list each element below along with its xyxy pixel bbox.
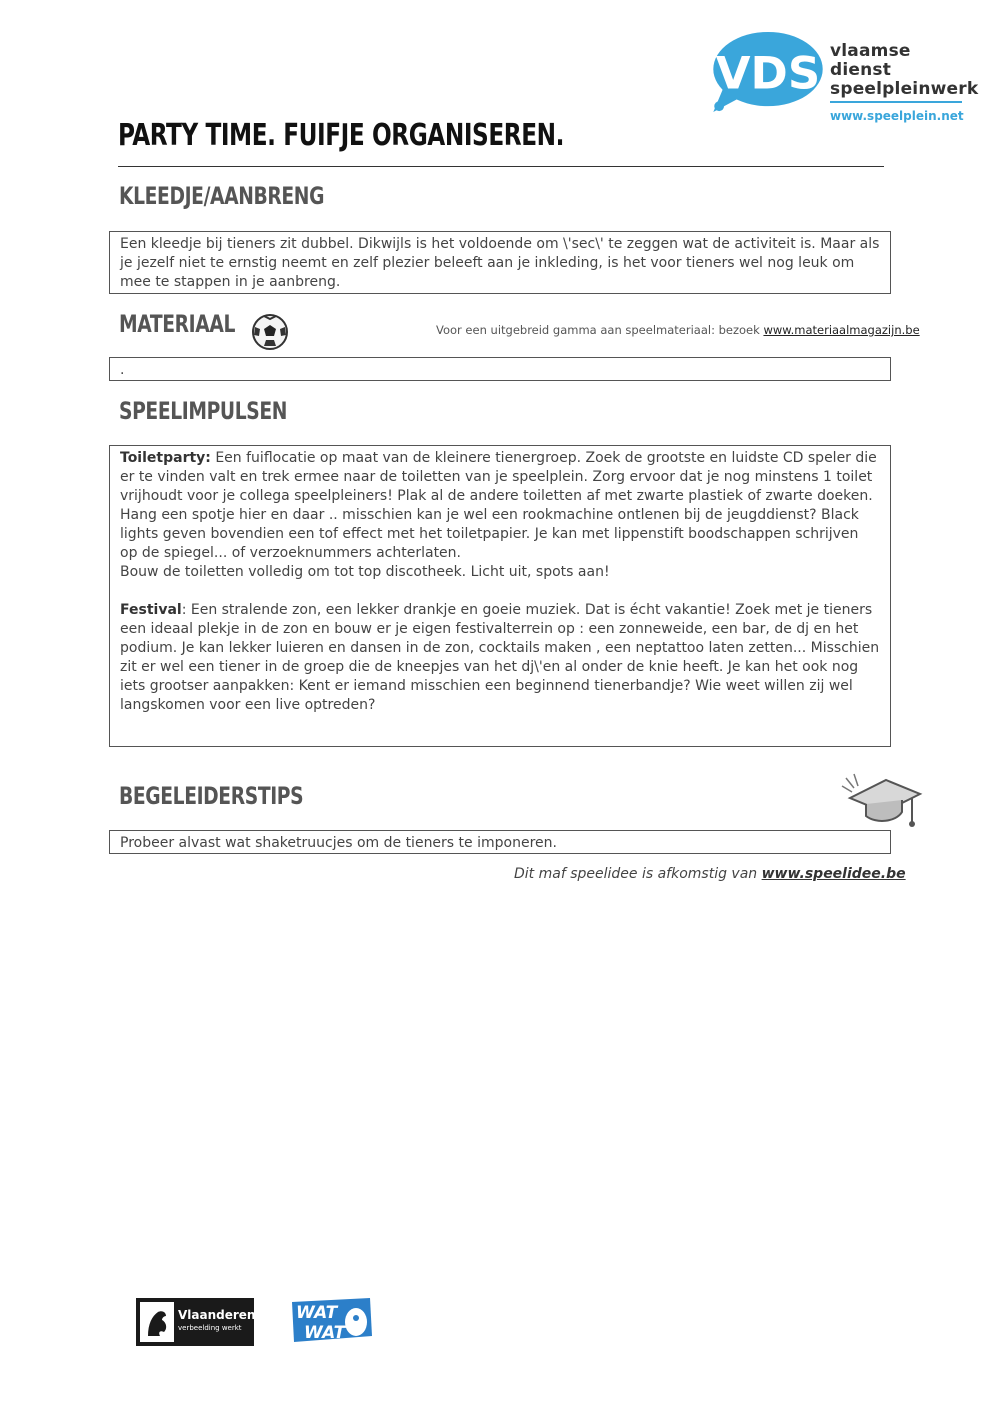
speech-bubble-logo-icon: [708, 30, 828, 114]
section-heading-begeleiderstips: BEGELEIDERSTIPS: [119, 782, 304, 810]
begeleiderstips-text: Probeer alvast wat shaketruucjes om de tieners te imponeren.: [120, 835, 557, 851]
toiletparty-paragraph: [120, 449, 880, 563]
vlaanderen-logo: [136, 1298, 254, 1346]
flemish-lion-icon: [140, 1302, 174, 1342]
credit-text: Dit maf speelidee is afkomstig van: [514, 866, 762, 882]
watwat-line2: WAT: [304, 1323, 346, 1343]
materiaal-text: .: [120, 362, 125, 378]
speelidee-link[interactable]: www.speelidee.be: [761, 866, 906, 882]
materiaal-note: [436, 323, 920, 337]
kleedje-text: Een kleedje bij tieners zit dubbel. Dikwijls is het voldoende om \'sec\' te zeggen wat de activiteit is. Maar als je jezelf niet te ernstig neemt en zelf plezier beleeft aan je inkleding, is het voor tieners wel nog leuk om mee te stappen in je aanbreng.: [120, 236, 880, 290]
paragraph-spacer: [120, 582, 880, 601]
logo-url[interactable]: www.speelplein.net: [830, 109, 964, 123]
logo-line2: speelpleinwerk: [830, 79, 979, 99]
section-heading-speelimpulsen: SPEELIMPULSEN: [119, 397, 288, 425]
speelimpulsen-box: [109, 445, 891, 747]
logo-divider: [830, 101, 962, 103]
logo-line1: vlaamse dienst: [830, 41, 911, 80]
title-divider: [118, 166, 884, 167]
materiaalmagazijn-link[interactable]: www.materiaalmagazijn.be: [763, 323, 920, 337]
vlaanderen-tagline: verbeelding werkt: [178, 1324, 242, 1332]
logo-letters: VDS: [715, 46, 821, 100]
materiaal-box: [109, 357, 891, 381]
festival-text: : Een stralende zon, een lekker drankje en goeie muziek. Dat is écht vakantie! Zoek met je tieners een ideaal plekje in de zon en bouw er je eigen festivalterrein op : een zonneweide, een bar, de dj en het podium. Je kan lekker luieren en dansen in de zon, cocktails maken , een neptattoo laten zetten... Misschien zit er wel een tiener in de groep die de kneepjes van het dj\'en al onder de knie heeft. Je kan het ook nog iets grootser aanpakken: Kent er iemand misschien een beginnend tienerbandje? Wie weet willen zij wel langskomen voor een live optreden?: [120, 602, 880, 713]
section-heading-kleedje: KLEEDJE/AANBRENG: [119, 182, 325, 210]
begeleiderstips-box: [109, 830, 891, 854]
watwat-line1: WAT: [296, 1303, 338, 1323]
credit-line: [514, 866, 906, 882]
vds-logo: [708, 30, 979, 123]
toiletparty-extra: Bouw de toiletten volledig om tot top discotheek. Licht uit, spots aan!: [120, 564, 610, 580]
festival-label: Festival: [120, 602, 182, 618]
page-title: PARTY TIME. FUIFJE ORGANISEREN.: [118, 118, 565, 153]
toiletparty-text: Een fuiflocatie op maat van de kleinere tienergroep. Zoek de grootste en luidste CD speler die er te vinden valt en trek ermee naar de toiletten van je speelplein. Zorg ervoor dat je nog minstens 1 toilet vrijhoudt voor je collega speelpleiners! Plak al de andere toiletten af met zwarte plastiek of zwarte doeken. Hang een spotje hier en daar .. misschien kan je wel een rookmachine ontlenen bij de jeugddienst? Black lights geven bovendien een tof effect met het toiletpapier. Je kan met lippenstift boodschappen schrijven op de spiegel... of verzoeknummers achterlaten.: [120, 450, 877, 561]
kleedje-box: [109, 231, 891, 294]
watwat-logo: [290, 1298, 374, 1344]
festival-paragraph: [120, 601, 880, 715]
soccer-ball-icon: [251, 313, 289, 351]
section-heading-materiaal: MATERIAAL: [119, 310, 236, 338]
graduation-cap-icon: [840, 772, 924, 832]
toiletparty-label: Toiletparty:: [120, 450, 211, 466]
vlaanderen-name: Vlaanderen: [178, 1308, 256, 1322]
materiaal-note-text: Voor een uitgebreid gamma aan speelmateriaal: bezoek: [436, 323, 764, 337]
